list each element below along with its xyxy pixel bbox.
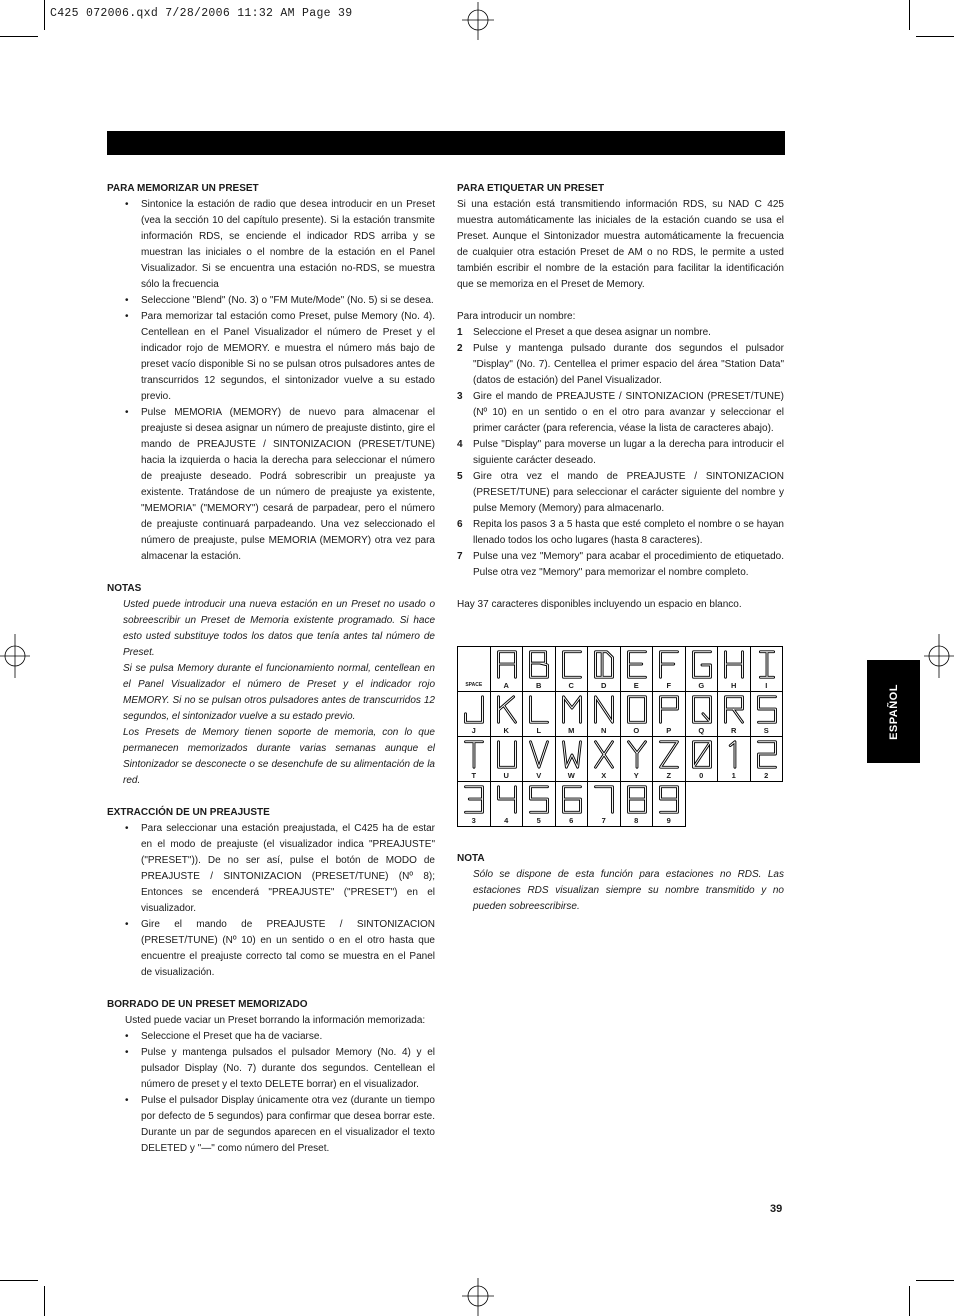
list-item: • Gire el mando de PREAJUSTE / SINTONIZACION (PRESET/TUNE) (Nº 10) en un sentido o en el otro hasta que encuentre el preajuste correcto tal como se muestra en el Panel de visualización.: [107, 917, 435, 981]
character-glyph-icon: [526, 738, 552, 771]
character-label: C: [568, 681, 574, 690]
character-label: 9: [666, 816, 671, 825]
character-label: 8: [634, 816, 639, 825]
step-item: 2 Pulse y mantenga pulsado durante dos segundos el pulsador "Display" (No. 7). Centellea el primer espacio del área "Station Data" (datos de estación) del Panel Visualizador.: [457, 343, 784, 386]
list-item: • Pulse el pulsador Display únicamente otra vez (durante un tiempo por defecto de 5 segundos) para confirmar que desea borrar este. Durante un par de segundos aparecen en el visualizador el texto DELETED y "—" como número del Preset.: [107, 1093, 435, 1157]
character-glyph-icon: [591, 693, 617, 726]
character-label: M: [568, 726, 575, 735]
crop-mark: [909, 1286, 910, 1316]
character-cell: [555, 647, 588, 692]
character-map-row: [458, 647, 783, 692]
character-label: R: [731, 726, 737, 735]
character-label: O: [633, 726, 640, 735]
nota-section: [457, 851, 784, 915]
crop-mark: [916, 1280, 954, 1281]
character-glyph-icon: [656, 693, 682, 726]
character-cell: [523, 737, 556, 782]
steps-list: [457, 325, 784, 581]
character-glyph-icon: [461, 693, 487, 726]
character-map-empty-cell: [685, 782, 718, 827]
character-glyph-icon: [461, 738, 487, 771]
character-label: 2: [764, 771, 769, 780]
character-map-empty-cell: [750, 782, 783, 827]
character-label: Q: [698, 726, 705, 735]
character-cell: [750, 647, 783, 692]
character-map-row: [458, 737, 783, 782]
character-glyph-icon: [494, 783, 520, 816]
character-glyph-icon: [591, 783, 617, 816]
step-item: 4 Pulse "Display" para moverse un lugar a la derecha para introducir el siguiente carácter deseado.: [457, 439, 784, 466]
character-cell: [653, 737, 686, 782]
character-cell: [523, 692, 556, 737]
character-cell: [458, 692, 491, 737]
character-glyph-icon: [494, 738, 520, 771]
character-glyph-icon: [624, 648, 650, 681]
character-cell: [458, 782, 491, 827]
character-label: G: [698, 681, 705, 690]
character-label: 6: [569, 816, 574, 825]
character-label: A: [503, 681, 509, 690]
character-label: W: [567, 771, 575, 780]
character-cell: [555, 737, 588, 782]
crop-mark: [44, 0, 45, 30]
section-title-borrado: BORRADO DE UN PRESET MEMORIZADO: [107, 999, 308, 1010]
list-item: • Pulse MEMORIA (MEMORY) de nuevo para almacenar el preajuste si desea asignar un número de preajuste distinto, gire el mando de PREAJUSTE / SINTONIZACION (PRESET/TUNE) hacia la izquierda o hacia la derecha para seleccionar el número de preajuste deseado. Podrá sobrescribir un preajuste ya existente. Tratándose de un número de preajuste ya existente, "MEMORIA" ("MEMORY") cesará de parpadear, pero el número de preajuste continuará parpadeando. Una vez seleccionado el número de preajuste, pulse MEMORIA (MEMORY) otra vez para almacenar la estación.: [107, 405, 435, 565]
crop-mark: [0, 1280, 38, 1281]
page-number: 39: [770, 1203, 783, 1215]
character-cell: [490, 782, 523, 827]
left-column: [107, 181, 435, 1157]
character-cell: [588, 782, 621, 827]
character-glyph-icon: [689, 648, 715, 681]
character-label: U: [503, 771, 509, 780]
list-item: • Para seleccionar una estación preajustada, el C425 ha de estar en el modo de preajuste (el visualizador indica "PREAJUSTE" ("PRESET")). De no ser así, pulse el botón de MODO de PREAJUSTE / SINTONIZACION (PRESET/TUNE) (Nº 8); Entonces se encenderá "PREAJUSTE" ("PRESET") en el visualizador.: [107, 821, 435, 917]
step-item: 6 Repita los pasos 3 a 5 hasta que esté completo el nombre o se hayan llenado todos los ocho lugares (hasta 8 caracteres).: [457, 519, 784, 546]
character-glyph-icon: [494, 648, 520, 681]
list-item: • Seleccione "Blend" (No. 3) o "FM Mute/Mode" (No. 5) si se desea.: [107, 293, 435, 309]
character-cell: [620, 647, 653, 692]
character-glyph-icon: [754, 738, 780, 771]
character-label: 0: [699, 771, 704, 780]
character-cell: [555, 782, 588, 827]
character-glyph-icon: [559, 693, 585, 726]
character-cell: [588, 647, 621, 692]
list-item: • Pulse y mantenga pulsados el pulsador Memory (No. 4) y el pulsador Display (No. 7) durante dos segundos. Centellean el número de preset y el texto DELETE borrar) en el visualizador.: [107, 1045, 435, 1093]
notas-block: [107, 597, 435, 789]
character-label: E: [633, 681, 639, 690]
character-cell: [523, 782, 556, 827]
section-title-nota: NOTA: [457, 853, 485, 864]
character-glyph-icon: [721, 648, 747, 681]
character-glyph-icon: [754, 648, 780, 681]
character-cell: [555, 692, 588, 737]
character-cell: [718, 647, 751, 692]
character-cell: [653, 782, 686, 827]
character-glyph-icon: [624, 783, 650, 816]
character-label: K: [503, 726, 509, 735]
character-cell: [653, 692, 686, 737]
character-cell: [490, 692, 523, 737]
character-map-row: [458, 782, 783, 827]
section-title-notas: NOTAS: [107, 583, 142, 594]
character-label: N: [601, 726, 607, 735]
character-glyph-icon: [526, 648, 552, 681]
crop-mark: [0, 36, 38, 37]
character-map-row: [458, 692, 783, 737]
character-glyph-icon: [526, 693, 552, 726]
section-title-memorizar: PARA MEMORIZAR UN PRESET: [107, 183, 259, 194]
nota-paragraph: Sólo se dispone de esta función para estaciones no RDS. Las estaciones RDS visualizan siempre su nombre transmitido y no pueden sobreescribirse.: [473, 869, 784, 912]
character-glyph-icon: [656, 648, 682, 681]
etiquetar-paragraph: Si una estación está transmitiendo información RDS, su NAD C 425 muestra automáticamente las iniciales de la estación cuando se usa el Preset. Aunque el Sintonizador muestra automáticamente la frecuencia de cualquier otra estación Preset de AM o no RDS, le permite a usted también escribir el nombre de la estación para facilitar la identificación que se memoriza en el Preset de Memory.: [457, 199, 784, 290]
character-label: I: [765, 681, 768, 690]
header-bar: [107, 131, 785, 155]
characters-available-line: Hay 37 caracteres disponibles incluyendo un espacio en blanco.: [457, 599, 742, 610]
character-label: Z: [666, 771, 672, 780]
language-tab: ESPAÑOL: [867, 660, 920, 763]
character-label: 5: [536, 816, 541, 825]
character-glyph-icon: [461, 783, 487, 816]
character-label: F: [666, 681, 672, 690]
character-glyph-icon: [721, 693, 747, 726]
character-map: [457, 646, 783, 827]
borrado-intro: Usted puede vaciar un Preset borrando la información memorizada:: [125, 1015, 426, 1026]
character-label: V: [536, 771, 542, 780]
character-glyph-icon: [656, 783, 682, 816]
character-cell: [718, 692, 751, 737]
character-label: 4: [504, 816, 509, 825]
character-glyph-icon: [559, 783, 585, 816]
character-cell: [620, 737, 653, 782]
step-item: 5 Gire otra vez el mando de PREAJUSTE / SINTONIZACION (PRESET/TUNE) para seleccionar el carácter siguiente del nombre y pulse Memory (Memory) para almacenarlo.: [457, 471, 784, 514]
character-label: D: [601, 681, 607, 690]
right-column: [457, 181, 784, 613]
character-glyph-icon: [559, 648, 585, 681]
list-item: • Para memorizar tal estación como Preset, pulse Memory (No. 4). Centellean en el Panel Visualizador el número de Preset y el indicador rojo de MEMORY. e muestra el número más bajo de preset vacío disponible Si no se pulsan otros pulsadores antes de transcurridos 12 segundos, el sintonizador vuelve a su estado previo.: [107, 309, 435, 405]
section-title-etiquetar: PARA ETIQUETAR UN PRESET: [457, 183, 605, 194]
character-glyph-icon: [689, 738, 715, 771]
nota-paragraph: Los Presets de Memory tienen soporte de memoria, con lo que permanecen memorizados durante varias semanas aunque el Sintonizador se desconecte o se desenchufe de su alimentación de la red.: [123, 727, 435, 786]
step-item: 7 Pulse una vez "Memory" para acabar el procedimiento de etiquetado. Pulse otra vez "Memory" para memorizar el nombre completo.: [457, 551, 784, 578]
nota-paragraph: Usted puede introducir una nueva estación en un Preset no usado o sobreescribir un Preset de Memoria existente programado. Si hace esto usted substituye todos los datos que tenía antes tal número de Preset.: [123, 599, 435, 658]
steps-intro: Para introducir un nombre:: [457, 311, 576, 322]
crop-mark: [44, 1286, 45, 1316]
character-label: 3: [471, 816, 476, 825]
character-label: 1: [731, 771, 736, 780]
character-label: S: [763, 726, 769, 735]
registration-mark: [458, 2, 498, 42]
character-glyph-icon: [591, 648, 617, 681]
character-glyph-icon: [559, 738, 585, 771]
character-glyph-icon: [721, 738, 747, 771]
character-map-empty-cell: [718, 782, 751, 827]
character-cell: [458, 647, 491, 692]
character-cell: [490, 737, 523, 782]
file-header-line: C425 072006.qxd 7/28/2006 11:32 AM Page 39: [50, 7, 353, 20]
character-label: Y: [633, 771, 639, 780]
registration-mark: [458, 1276, 498, 1316]
crop-mark: [916, 36, 954, 37]
character-label: J: [471, 726, 476, 735]
character-cell: [750, 692, 783, 737]
character-label: 7: [601, 816, 606, 825]
character-glyph-icon: [624, 693, 650, 726]
extraccion-list: [107, 821, 435, 981]
character-glyph-icon: [526, 783, 552, 816]
character-cell: [750, 737, 783, 782]
registration-mark: [0, 634, 32, 678]
character-label: T: [471, 771, 477, 780]
memorizar-list: [107, 197, 435, 565]
character-glyph-icon: [591, 738, 617, 771]
character-label: B: [536, 681, 542, 690]
nota-paragraph: Si se pulsa Memory durante el funcionamiento normal, centellean en el Panel Visualizador el número de Preset y el indicador rojo MEMORY. Si no se pulsan otros pulsadores antes de transcurridos 12 segundos, el sintonizador vuelve a su estado previo.: [123, 663, 435, 722]
character-label: X: [601, 771, 607, 780]
step-item: 3 Gire el mando de PREAJUSTE / SINTONIZACION (PRESET/TUNE) (Nº 10) en un sentido o en el otro para avanzar y seleccionar el primer carácter (para referencia, véase la lista de caracteres abajo).: [457, 391, 784, 434]
character-label: L: [536, 726, 542, 735]
list-item: • Sintonice la estación de radio que desea introducir en un Preset (vea la sección 10 del capítulo presente). Si la estación transmite información RDS, se enciende el indicador RDS arriba y se muestran las iniciales o el nombre de la estación en el Panel Visualizador. Si se encuentra una estación no-RDS, se muestra sólo la frecuencia: [107, 197, 435, 293]
character-cell: [620, 782, 653, 827]
character-label: SPACE: [465, 682, 483, 688]
character-label: H: [731, 681, 737, 690]
character-glyph-icon: [624, 738, 650, 771]
character-cell: [718, 737, 751, 782]
character-glyph-icon: [689, 693, 715, 726]
character-glyph-icon: [656, 738, 682, 771]
character-glyph-icon: [494, 693, 520, 726]
character-cell: [490, 647, 523, 692]
registration-mark: [922, 634, 954, 678]
character-cell: [685, 692, 718, 737]
section-title-extraccion: EXTRACCIÓN DE UN PREAJUSTE: [107, 807, 270, 818]
list-item: • Seleccione el Preset que ha de vaciarse.: [107, 1029, 435, 1045]
character-glyph-icon: [754, 693, 780, 726]
crop-mark: [909, 0, 910, 30]
character-label: P: [666, 726, 672, 735]
character-cell: [685, 647, 718, 692]
character-cell: [620, 692, 653, 737]
character-cell: [588, 692, 621, 737]
character-cell: [588, 737, 621, 782]
borrado-list: [107, 1029, 435, 1157]
character-cell: [523, 647, 556, 692]
character-cell: [458, 737, 491, 782]
step-item: 1 Seleccione el Preset a que desea asignar un nombre.: [457, 327, 711, 338]
character-cell: [653, 647, 686, 692]
character-cell: [685, 737, 718, 782]
